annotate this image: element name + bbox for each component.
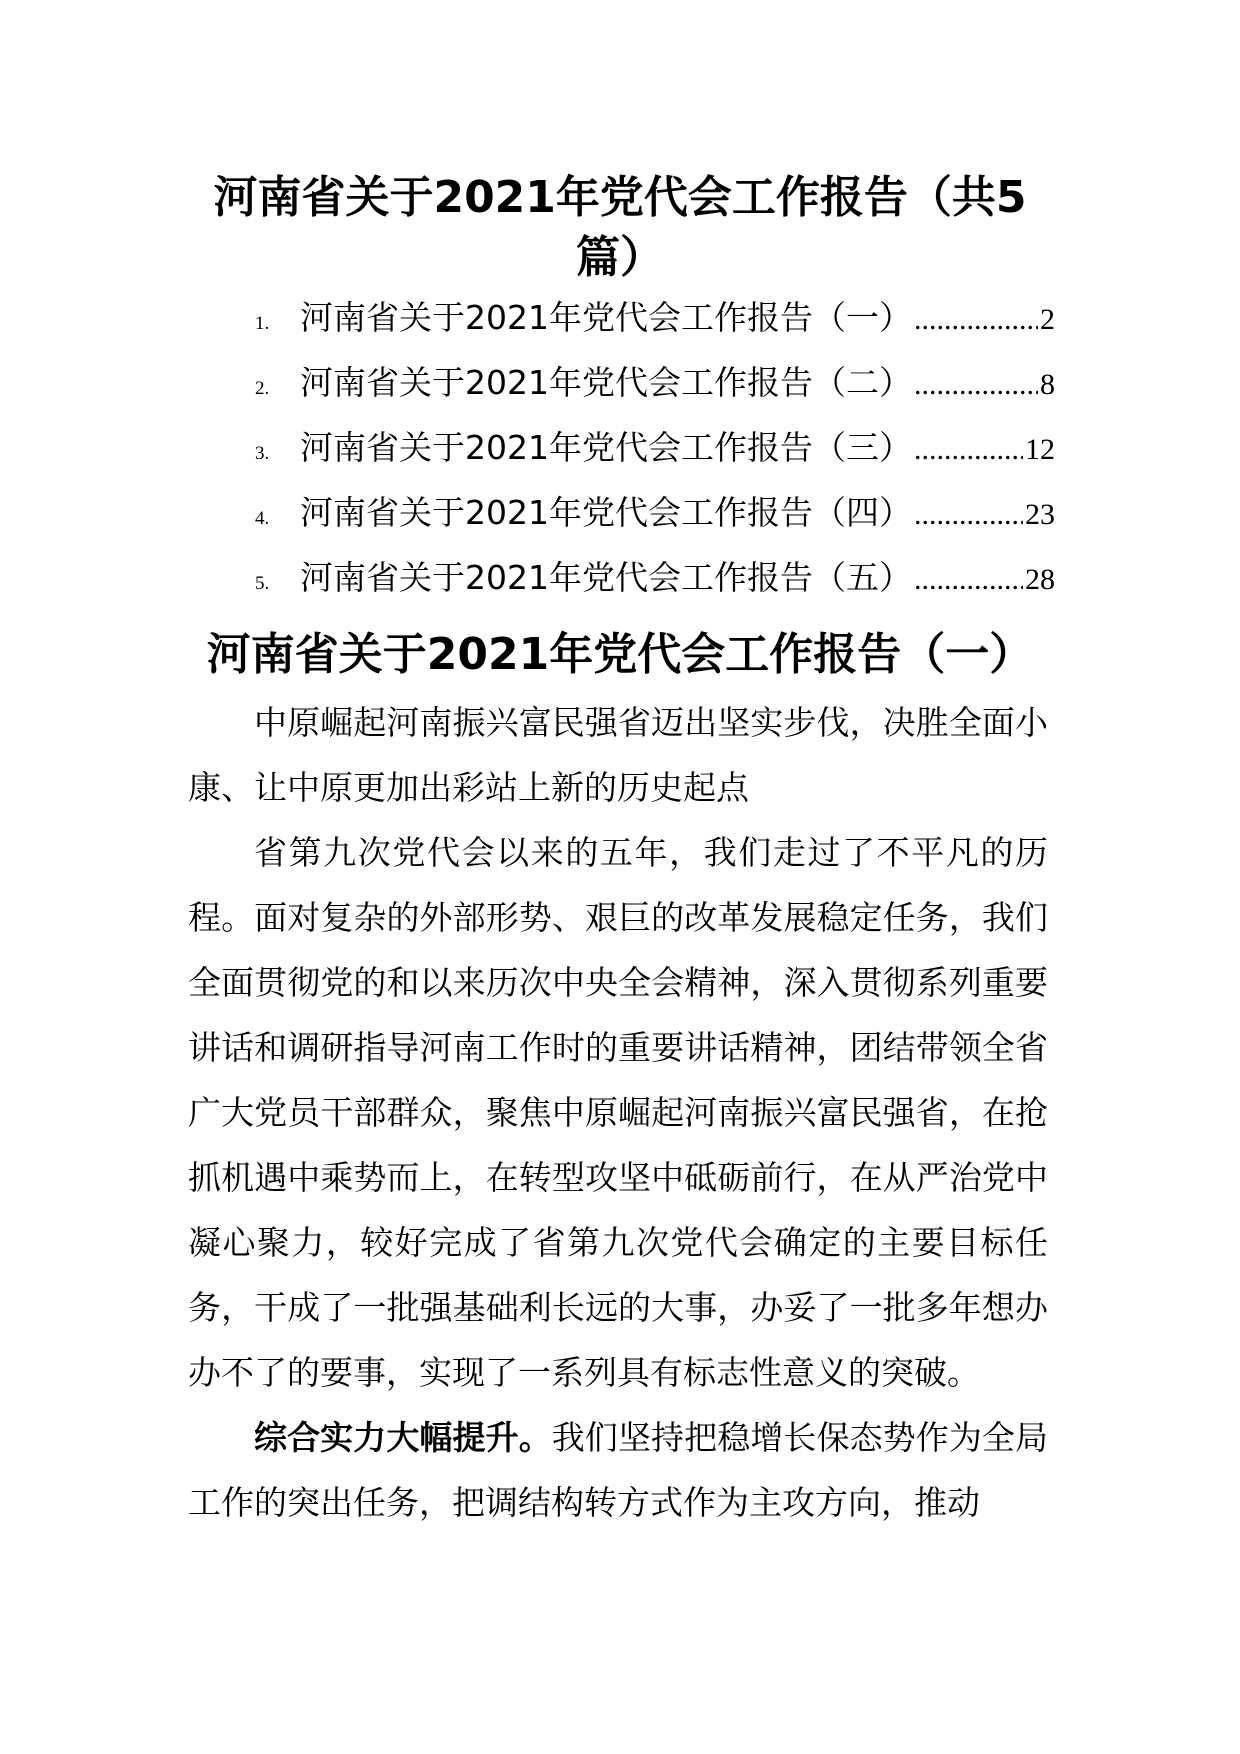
toc-leader-dots xyxy=(914,562,1023,598)
table-of-contents xyxy=(255,300,1055,625)
paragraph xyxy=(188,1405,1048,1535)
paragraph-text: 省第九次党代会以来的五年，我们走过了不平凡的历程。面对复杂的外部形势、艰巨的改革发展稳定任务，我们全面贯彻党的和以来历次中央全会精神，深入贯彻系列重要讲话和调研指导河南工作时的重要讲话精神，团结带领全省广大党员干部群众，聚焦中原崛起河南振兴富民强省，在抢抓机遇中乘势而上，在转型攻坚中砥砺前行，在从严治党中凝心聚力，较好完成了省第九次党代会确定的主要目标任务，干成了一批强基础利长远的大事，办妥了一批多年想办办不了的要事，实现了一系列具有标志性意义的突破。 xyxy=(188,833,1048,1392)
toc-item-number: 3. xyxy=(255,443,270,464)
toc-item[interactable] xyxy=(255,560,1055,625)
toc-item-number: 4. xyxy=(255,508,270,529)
paragraph-lead-bold: 综合实力大幅提升。 xyxy=(254,1418,552,1457)
toc-item-page: 23 xyxy=(1025,498,1055,531)
toc-item-page: 28 xyxy=(1025,563,1055,596)
toc-leader-dots xyxy=(914,367,1038,403)
toc-item-text: 河南省关于2021年党代会工作报告（三） xyxy=(300,428,912,467)
document-title: 河南省关于2021年党代会工作报告（共5篇） xyxy=(213,172,1027,283)
paragraph-text: 我们坚持把稳增长保态势作为全局工作的突出任务，把调结构转方式作为主攻方向，推动 xyxy=(188,1418,1049,1522)
toc-leader-dots xyxy=(914,497,1023,533)
toc-item-number: 2. xyxy=(255,378,270,399)
toc-item[interactable] xyxy=(255,300,1055,365)
toc-item-text: 河南省关于2021年党代会工作报告（二） xyxy=(300,363,912,402)
section-title: 河南省关于2021年党代会工作报告（一） xyxy=(206,629,1034,680)
toc-item[interactable] xyxy=(255,365,1055,430)
toc-item-page: 8 xyxy=(1040,368,1055,401)
toc-item[interactable] xyxy=(255,495,1055,560)
toc-item-page: 2 xyxy=(1040,303,1055,336)
body-text xyxy=(188,690,1048,1535)
toc-item-text: 河南省关于2021年党代会工作报告（一） xyxy=(300,298,912,337)
toc-item[interactable] xyxy=(255,430,1055,495)
toc-leader-dots xyxy=(914,432,1023,468)
paragraph-text: 中原崛起河南振兴富民强省迈出坚实步伐，决胜全面小康、让中原更加出彩站上新的历史起点 xyxy=(188,703,1048,807)
toc-item-text: 河南省关于2021年党代会工作报告（五） xyxy=(300,558,912,597)
toc-item-text: 河南省关于2021年党代会工作报告（四） xyxy=(300,493,912,532)
toc-item-number: 5. xyxy=(255,573,270,594)
toc-leader-dots xyxy=(914,302,1038,338)
paragraph xyxy=(188,820,1048,1405)
toc-item-number: 1. xyxy=(255,313,270,334)
paragraph xyxy=(188,690,1048,820)
toc-item-page: 12 xyxy=(1025,433,1055,466)
